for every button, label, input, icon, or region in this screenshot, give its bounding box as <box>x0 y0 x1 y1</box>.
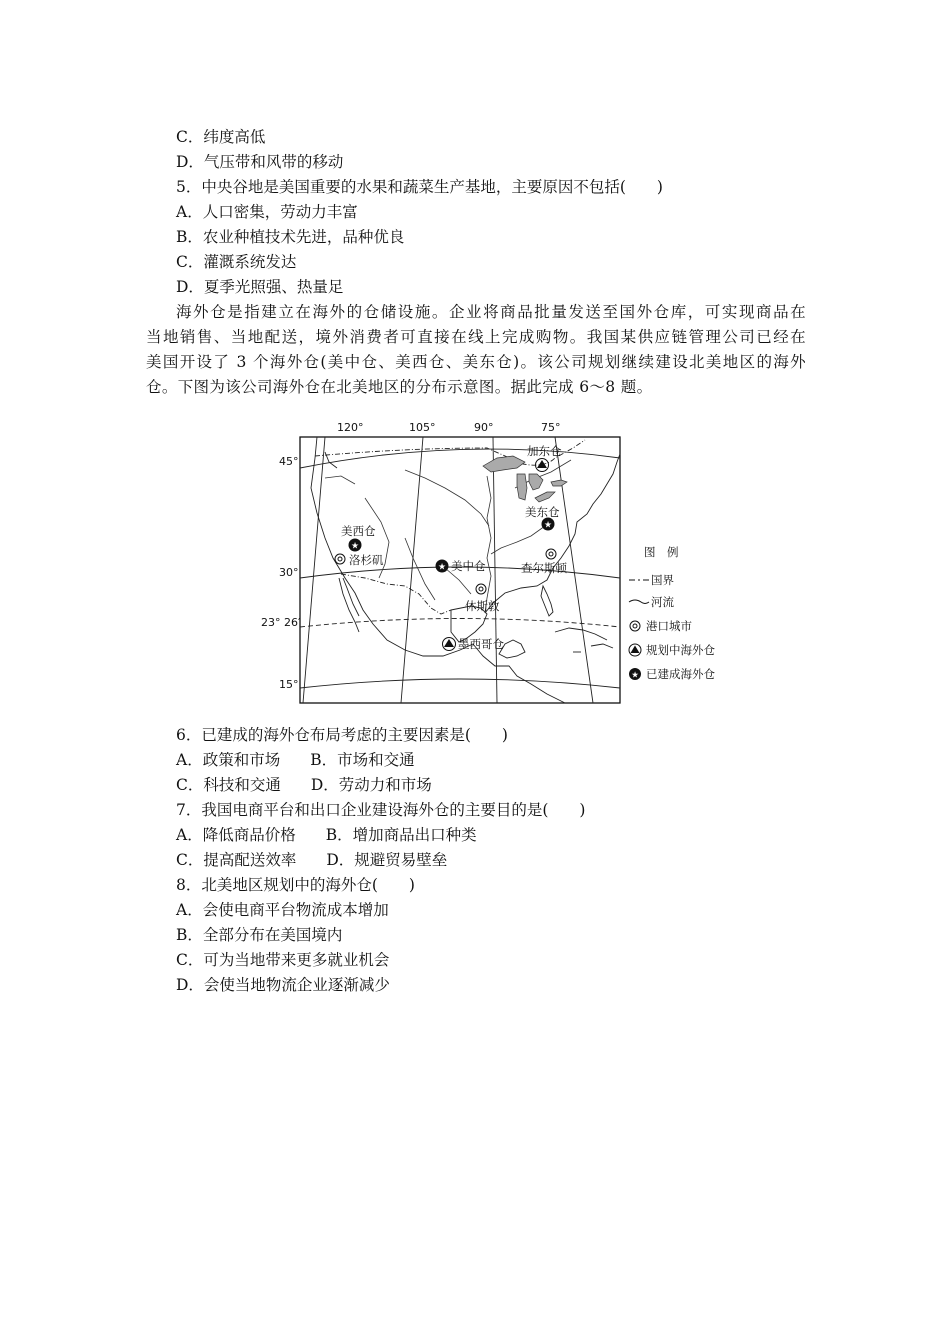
rio-grande <box>405 538 435 600</box>
label-meizhong: 美中仓 <box>451 559 486 573</box>
lake-erie <box>535 492 555 502</box>
lat-label-45: 45° <box>279 455 299 468</box>
label-moxige: 墨西哥仓 <box>458 637 504 651</box>
us-mexico-border <box>341 574 451 614</box>
parallel-45 <box>300 449 620 468</box>
atlantic-coast <box>485 454 620 613</box>
q7-option-b: B．增加商品出口种类 <box>325 826 477 844</box>
q7-options-cd <box>176 850 447 870</box>
q8-option-c: C．可为当地带来更多就业机会 <box>176 951 390 969</box>
legend-river-label: 河流 <box>651 595 674 609</box>
tropic-of-cancer <box>300 619 620 628</box>
lake-superior <box>483 456 525 472</box>
legend-port-label: 港口城市 <box>646 619 692 633</box>
q5-option-d: D．夏季光照强、热量足 <box>176 278 344 296</box>
warehouse-moxige <box>443 638 456 651</box>
great-lakes <box>483 456 567 502</box>
label-luoshanji: 洛杉矶 <box>349 553 384 567</box>
q4-option-c: C．纬度高低 <box>176 128 266 146</box>
port-houston <box>476 584 486 594</box>
meridian-90 <box>493 437 497 703</box>
hispaniola <box>591 644 613 648</box>
lake-ontario <box>551 480 567 486</box>
meridian-105 <box>401 437 423 703</box>
north-america-warehouse-map <box>255 418 735 708</box>
q7-option-c: C．提高配送效率 <box>176 851 297 869</box>
q6-option-a: A．政策和市场 <box>176 751 281 769</box>
q5-option-a: A．人口密集，劳动力丰富 <box>176 203 358 221</box>
lat-label-30: 30° <box>279 566 299 579</box>
q6-options-ab <box>176 750 415 770</box>
port-charleston <box>546 549 556 559</box>
legend-planned-symbol <box>629 644 641 656</box>
q8-option-b: B．全部分布在美国境内 <box>176 926 343 944</box>
q6-option-b: B．市场和交通 <box>310 751 415 769</box>
svg-text:★: ★ <box>631 670 639 681</box>
legend-port-symbol <box>630 621 640 631</box>
q8-option-a: A．会使电商平台物流成本增加 <box>176 901 389 919</box>
label-chaer: 查尔斯顿 <box>521 561 567 575</box>
svg-text:★: ★ <box>437 562 447 573</box>
lake-michigan <box>517 474 527 500</box>
columbia-river <box>325 476 355 484</box>
passage-line-3: 美国开设了 3 个海外仓(美中仓、美西仓、美东仓)。该公司规划继续建设北美地区的海外 <box>146 353 806 371</box>
lon-label-120: 120° <box>337 421 364 434</box>
q5-option-c: C．灌溉系统发达 <box>176 253 297 271</box>
legend-built-label: 已建成海外仓 <box>646 667 715 681</box>
cuba <box>555 628 607 640</box>
q8-option-d: D．会使当地物流企业逐渐减少 <box>176 976 390 994</box>
baja-california <box>339 578 359 632</box>
q6-stem: 6．已建成的海外仓布局考虑的主要因素是( ) <box>176 726 508 744</box>
label-meixi: 美西仓 <box>341 524 376 538</box>
q6-option-c: C．科技和交通 <box>176 776 281 794</box>
q7-option-a: A．降低商品价格 <box>176 826 296 844</box>
q7-option-d: D．规避贸易壁垒 <box>326 851 448 869</box>
map-legend <box>629 545 715 681</box>
svg-text:★: ★ <box>350 541 360 552</box>
legend-border-label: 国界 <box>651 573 674 587</box>
q6-options-cd <box>176 775 432 795</box>
lon-label-75: 75° <box>541 421 561 434</box>
label-jiadong: 加东仓 <box>527 444 562 458</box>
puget-sound <box>325 452 337 468</box>
q4-option-d: D．气压带和风带的移动 <box>176 153 344 171</box>
warehouse-meidong <box>542 518 555 531</box>
q7-stem: 7．我国电商平台和出口企业建设海外仓的主要目的是( ) <box>176 801 586 819</box>
legend-title: 图 例 <box>644 545 679 559</box>
svg-text:★: ★ <box>543 520 553 531</box>
legend-planned-label: 规划中海外仓 <box>646 643 715 657</box>
warehouse-meizhong <box>436 560 449 573</box>
q6-option-d: D．劳动力和市场 <box>310 776 432 794</box>
lon-label-90: 90° <box>474 421 494 434</box>
q8-stem: 8．北美地区规划中的海外仓( ) <box>176 876 415 894</box>
meridian-125 <box>303 437 325 703</box>
lat-label-15: 15° <box>279 678 299 691</box>
parallel-15 <box>300 679 620 688</box>
mississippi-river <box>485 476 491 613</box>
florida <box>541 586 553 616</box>
warehouse-meixi <box>349 539 362 552</box>
passage-line-1: 海外仓是指建立在海外的仓储设施。企业将商品批量发送至国外仓库，可实现商品在 <box>176 303 806 321</box>
q7-options-ab <box>176 825 477 845</box>
passage-line-4: 仓。下图为该公司海外仓在北美地区的分布示意图。据此完成 6～8 题。 <box>146 378 653 396</box>
legend-built-symbol <box>629 668 641 681</box>
label-xiusidun: 休斯敦 <box>465 599 500 613</box>
port-los-angeles <box>335 554 345 564</box>
lon-label-105: 105° <box>409 421 436 434</box>
lat-label-tropic: 23° 26′ <box>261 616 301 629</box>
q5-stem: 5．中央谷地是美国重要的水果和蔬菜生产基地，主要原因不包括( ) <box>176 178 663 196</box>
passage-line-2: 当地销售、当地配送，境外消费者可直接在线上完成购物。我国某供应链管理公司已经在 <box>146 328 806 346</box>
ohio-river <box>491 526 545 554</box>
warehouse-jiadong <box>536 459 549 472</box>
label-meidong: 美东仓 <box>525 505 560 519</box>
q5-option-b: B．农业种植技术先进，品种优良 <box>176 228 405 246</box>
legend-river-symbol <box>629 600 649 604</box>
